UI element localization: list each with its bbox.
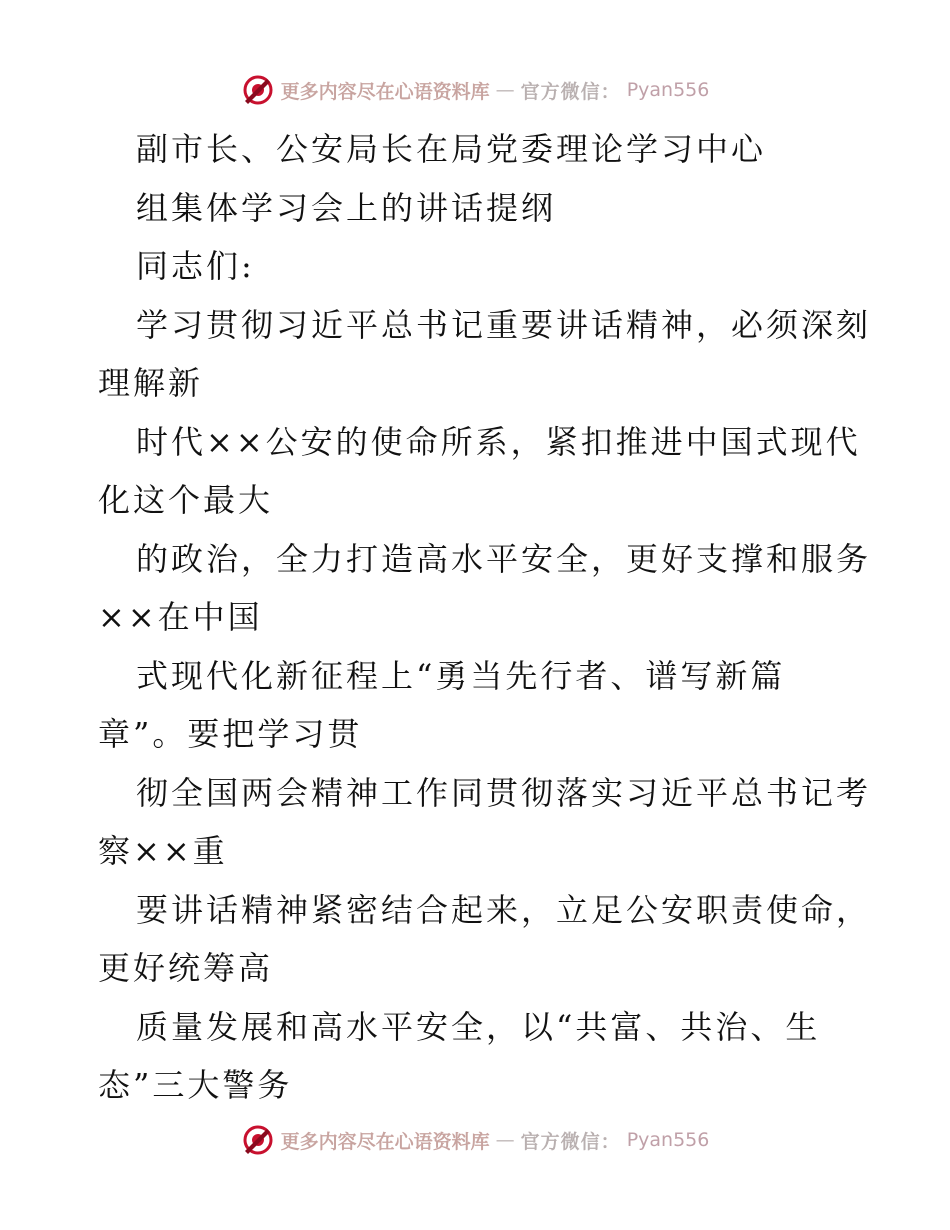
paragraph-line: 时代××公安的使命所系，紧扣推进中国式现代 (136, 422, 861, 461)
wechat-label: 官方微信： (520, 80, 621, 103)
paragraph-line: ××在中国 (98, 598, 263, 636)
paragraph-line: 更好统筹高 (98, 949, 274, 987)
paragraph-line: 化这个最大 (98, 481, 274, 519)
paragraph-line: 彻全国两会精神工作同贯彻落实习近平总书记考 (136, 773, 872, 812)
wechat-id: Pyan556 (626, 1129, 710, 1151)
logo-icon (241, 73, 275, 107)
paragraph-line: 式现代化新征程上“勇当先行者、谱写新篇 (136, 656, 786, 695)
watermark-text: 更多内容尽在心语资料库 (280, 80, 490, 103)
watermark-banner-bottom (0, 1120, 950, 1160)
watermark-dash: — (495, 79, 515, 101)
document-body (98, 120, 872, 1115)
paragraph-line: 的政治，全力打造高水平安全，更好支撑和服务 (136, 539, 872, 578)
paragraph-line: 察××重 (98, 832, 228, 870)
paragraph-line: 理解新 (98, 364, 204, 402)
paragraph-line: 要讲话精神紧密结合起来，立足公安职责使命， (136, 890, 872, 929)
paragraph-line: 质量发展和高水平安全，以“共富、共治、生 (136, 1007, 821, 1046)
wechat-label: 官方微信： (520, 1130, 621, 1153)
watermark-banner-top (0, 70, 950, 110)
title-line-1: 副市长、公安局长在局党委理论学习中心 (136, 130, 767, 168)
watermark-dash: — (495, 1129, 515, 1151)
title-line-2: 组集体学习会上的讲话提纲 (136, 188, 557, 227)
paragraph-line: 学习贯彻习近平总书记重要讲话精神，必须深刻 (136, 305, 872, 344)
paragraph-line: 态”三大警务 (98, 1066, 293, 1104)
salutation: 同志们: (136, 247, 255, 285)
paragraph-line: 章”。要把学习贯 (98, 715, 363, 753)
wechat-id: Pyan556 (626, 79, 710, 101)
logo-icon (241, 1123, 275, 1157)
watermark-text: 更多内容尽在心语资料库 (280, 1130, 490, 1153)
